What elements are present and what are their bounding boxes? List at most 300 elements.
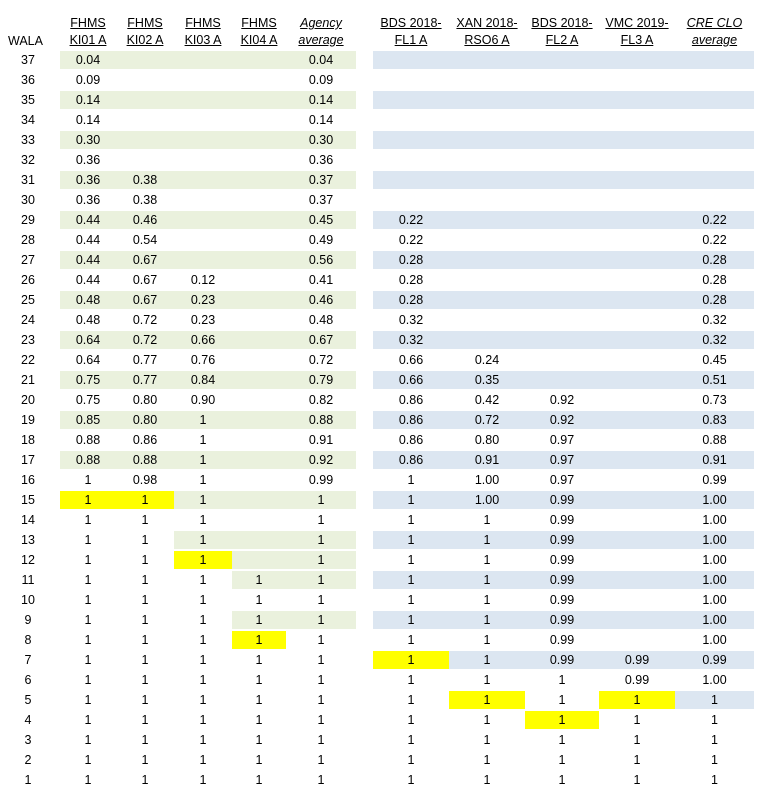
header-fhms-ki01 [60, 15, 116, 49]
clo-value-cell [449, 111, 525, 129]
table-row [0, 490, 761, 510]
clo-value-cell [449, 151, 525, 169]
clo-value-cell: 0.99 [549, 613, 575, 627]
fhms-value-cell [232, 371, 286, 389]
agency-average-cell: 0.72 [308, 353, 334, 367]
clo-value-cell: 1 [407, 573, 415, 587]
fhms-value-cell: 1 [141, 753, 149, 767]
fhms-value-cell [232, 111, 286, 129]
fhms-value-cell: 0.38 [132, 173, 158, 187]
clo-value-cell [599, 131, 675, 149]
clo-value-cell: 0.99 [624, 653, 650, 667]
clo-value-cell: 1 [407, 613, 415, 627]
wala-value: 30 [21, 193, 35, 207]
fhms-value-cell [232, 331, 286, 349]
clo-value-cell: 1 [483, 613, 491, 627]
agency-average-cell: 1 [317, 673, 325, 687]
fhms-value-cell: 1 [141, 613, 149, 627]
fhms-value-cell: 1 [199, 493, 207, 507]
agency-average-cell: 0.14 [308, 113, 334, 127]
fhms-value-cell: 1 [84, 773, 92, 787]
table-row [0, 270, 761, 290]
fhms-value-cell [232, 431, 286, 449]
clo-value-cell: 1 [407, 773, 415, 787]
fhms-value-cell [116, 51, 174, 69]
fhms-value-cell: 0.36 [75, 173, 101, 187]
agency-average-cell: 0.92 [308, 453, 334, 467]
clo-value-cell: 0.72 [474, 413, 500, 427]
fhms-value-cell: 1 [255, 653, 263, 667]
wala-value: 33 [21, 133, 35, 147]
fhms-value-cell: 0.72 [132, 313, 158, 327]
clo-value-cell: 0.86 [398, 413, 424, 427]
fhms-value-cell: 0.80 [132, 413, 158, 427]
fhms-value-cell: 0.75 [75, 373, 101, 387]
fhms-value-cell [116, 131, 174, 149]
cre-clo-average-cell: 1.00 [702, 593, 727, 607]
fhms-value-cell: 1 [141, 533, 149, 547]
fhms-value-cell: 0.12 [190, 273, 216, 287]
wala-value: 13 [21, 533, 35, 547]
clo-value-cell: 1 [407, 733, 415, 747]
agency-average-cell: 0.49 [308, 233, 334, 247]
table-row [0, 590, 761, 610]
header-line1: BDS 2018- [380, 16, 442, 30]
clo-value-cell [599, 211, 675, 229]
fhms-value-cell: 0.44 [75, 213, 101, 227]
clo-value-cell: 0.28 [398, 253, 424, 267]
clo-value-cell: 1 [483, 573, 491, 587]
fhms-value-cell: 1 [60, 491, 116, 509]
fhms-value-cell [232, 231, 286, 249]
table-row [0, 570, 761, 590]
wala-value: 20 [21, 393, 35, 407]
cre-clo-average-cell [675, 151, 754, 169]
agency-average-cell: 1 [317, 773, 325, 787]
fhms-value-cell [232, 71, 286, 89]
agency-average-cell: 0.56 [308, 253, 334, 267]
fhms-value-cell [232, 291, 286, 309]
wala-value: 24 [21, 313, 35, 327]
fhms-value-cell: 1 [141, 653, 149, 667]
cre-clo-average-cell: 0.32 [702, 313, 727, 327]
header-line2: FL3 A [620, 33, 654, 47]
fhms-value-cell [174, 131, 232, 149]
clo-value-cell: 1.00 [474, 493, 500, 507]
fhms-value-cell: 1 [199, 573, 207, 587]
cre-clo-average-cell: 0.45 [702, 353, 727, 367]
clo-value-cell [599, 431, 675, 449]
clo-value-cell: 1 [407, 693, 415, 707]
fhms-value-cell [232, 391, 286, 409]
fhms-value-cell: 1 [141, 733, 149, 747]
header-line2: KI01 A [69, 33, 107, 47]
clo-value-cell [525, 291, 599, 309]
agency-average-cell: 1 [317, 733, 325, 747]
clo-value-cell [599, 91, 675, 109]
fhms-value-cell: 1 [232, 631, 286, 649]
fhms-value-cell: 1 [255, 593, 263, 607]
wala-value: 4 [24, 713, 32, 727]
fhms-value-cell [174, 51, 232, 69]
clo-value-cell: 1 [407, 493, 415, 507]
fhms-value-cell: 0.30 [75, 133, 101, 147]
fhms-value-cell: 0.23 [190, 293, 216, 307]
cre-clo-average-cell: 1 [711, 773, 718, 787]
cre-clo-average-cell [675, 91, 754, 109]
table-row [0, 470, 761, 490]
fhms-value-cell: 0.88 [75, 433, 101, 447]
clo-value-cell: 0.97 [549, 453, 575, 467]
clo-value-cell: 1 [599, 691, 675, 709]
fhms-value-cell: 1 [84, 573, 92, 587]
fhms-value-cell [232, 51, 286, 69]
fhms-value-cell: 0.75 [75, 393, 101, 407]
cre-clo-average-cell [675, 111, 754, 129]
cre-clo-average-cell: 0.91 [702, 453, 727, 467]
wala-table-body [0, 50, 761, 790]
fhms-value-cell: 0.46 [132, 213, 158, 227]
fhms-value-cell: 1 [141, 693, 149, 707]
clo-value-cell: 1 [449, 691, 525, 709]
table-row [0, 750, 761, 770]
wala-value: 1 [24, 773, 32, 787]
agency-average-cell: 1 [317, 533, 325, 547]
fhms-value-cell [232, 411, 286, 429]
fhms-value-cell: 0.67 [132, 293, 158, 307]
clo-value-cell [373, 111, 449, 129]
clo-value-cell [599, 251, 675, 269]
clo-value-cell [599, 291, 675, 309]
clo-value-cell: 1 [525, 711, 599, 729]
agency-average-cell: 1 [317, 713, 325, 727]
clo-value-cell: 1 [483, 773, 491, 787]
wala-value: 32 [21, 153, 35, 167]
clo-value-cell: 0.28 [398, 273, 424, 287]
table-row [0, 170, 761, 190]
cre-clo-average-cell: 1 [711, 693, 718, 707]
header-fhms-ki02 [116, 15, 174, 49]
fhms-value-cell [232, 531, 286, 549]
cre-clo-average-cell: 0.99 [702, 473, 727, 487]
agency-average-cell: 1 [317, 493, 325, 507]
clo-value-cell [525, 311, 599, 329]
clo-value-cell: 1 [407, 753, 415, 767]
header-cre-clo-average [675, 15, 754, 49]
header-line2: KI03 A [184, 33, 222, 47]
clo-value-cell [599, 471, 675, 489]
table-row [0, 230, 761, 250]
wala-value: 17 [21, 453, 35, 467]
fhms-value-cell [232, 551, 286, 569]
agency-average-cell: 0.14 [308, 93, 334, 107]
fhms-value-cell [232, 131, 286, 149]
clo-value-cell: 0.35 [474, 373, 500, 387]
clo-value-cell [525, 111, 599, 129]
fhms-value-cell [232, 191, 286, 209]
fhms-value-cell [174, 111, 232, 129]
fhms-value-cell [174, 231, 232, 249]
header-fhms-ki04 [232, 15, 286, 49]
clo-value-cell [449, 231, 525, 249]
wala-value: 21 [21, 373, 35, 387]
cre-clo-average-cell: 1.00 [702, 493, 727, 507]
fhms-value-cell [232, 471, 286, 489]
wala-value: 29 [21, 213, 35, 227]
wala-value: 36 [21, 73, 35, 87]
table-row [0, 150, 761, 170]
fhms-value-cell: 1 [84, 653, 92, 667]
clo-value-cell: 0.92 [549, 413, 575, 427]
agency-average-cell: 0.99 [308, 473, 334, 487]
fhms-value-cell: 1 [255, 713, 263, 727]
clo-value-cell [525, 251, 599, 269]
clo-value-cell [599, 411, 675, 429]
clo-value-cell: 1 [483, 753, 491, 767]
fhms-value-cell: 1 [199, 613, 207, 627]
agency-average-cell: 1 [317, 633, 325, 647]
clo-value-cell [373, 171, 449, 189]
fhms-value-cell: 1 [141, 593, 149, 607]
clo-value-cell: 1 [373, 651, 449, 669]
clo-value-cell [449, 131, 525, 149]
fhms-value-cell: 1 [141, 673, 149, 687]
fhms-value-cell: 1 [199, 693, 207, 707]
clo-value-cell: 1 [483, 553, 491, 567]
clo-value-cell [449, 291, 525, 309]
fhms-value-cell: 1 [199, 733, 207, 747]
cre-clo-average-cell: 0.22 [702, 233, 727, 247]
fhms-value-cell: 0.72 [132, 333, 158, 347]
table-row [0, 430, 761, 450]
fhms-value-cell: 1 [199, 593, 207, 607]
fhms-value-cell: 0.77 [132, 373, 158, 387]
fhms-value-cell: 0.44 [75, 273, 101, 287]
wala-value: 18 [21, 433, 35, 447]
fhms-value-cell [174, 191, 232, 209]
clo-value-cell: 0.99 [549, 593, 575, 607]
fhms-value-cell [174, 71, 232, 89]
clo-value-cell [525, 131, 599, 149]
fhms-value-cell: 0.44 [75, 233, 101, 247]
table-row [0, 450, 761, 470]
fhms-value-cell: 1 [199, 513, 207, 527]
wala-value: 28 [21, 233, 35, 247]
table-row [0, 610, 761, 630]
agency-average-cell: 0.88 [308, 413, 334, 427]
table-row [0, 510, 761, 530]
fhms-value-cell [116, 151, 174, 169]
fhms-value-cell: 1 [84, 593, 92, 607]
header-line1: FHMS [185, 16, 221, 30]
clo-value-cell: 0.99 [624, 673, 650, 687]
clo-value-cell: 0.22 [398, 233, 424, 247]
fhms-value-cell: 0.48 [75, 313, 101, 327]
fhms-value-cell: 1 [255, 613, 263, 627]
clo-value-cell [599, 111, 675, 129]
cre-clo-average-cell: 1.00 [702, 573, 727, 587]
cre-clo-average-cell: 0.83 [702, 413, 727, 427]
fhms-value-cell: 0.14 [75, 93, 101, 107]
clo-value-cell: 0.86 [398, 453, 424, 467]
wala-value: 6 [24, 673, 32, 687]
fhms-value-cell: 0.64 [75, 333, 101, 347]
header-bds-2018-fl2 [525, 15, 599, 49]
agency-average-cell: 1 [317, 573, 325, 587]
header-line2: average [298, 33, 344, 47]
clo-value-cell [449, 51, 525, 69]
table-row [0, 530, 761, 550]
clo-value-cell: 1 [483, 533, 491, 547]
wala-value: 7 [24, 653, 32, 667]
clo-value-cell [525, 91, 599, 109]
clo-value-cell [599, 451, 675, 469]
clo-value-cell: 1 [483, 633, 491, 647]
fhms-value-cell [232, 151, 286, 169]
clo-value-cell: 1 [407, 633, 415, 647]
cre-clo-average-cell: 1.00 [702, 553, 727, 567]
header-fhms-ki03 [174, 15, 232, 49]
clo-value-cell: 1 [483, 673, 491, 687]
fhms-value-cell: 1 [84, 473, 92, 487]
agency-average-cell: 0.67 [308, 333, 334, 347]
agency-average-cell: 1 [317, 753, 325, 767]
fhms-value-cell: 1 [84, 533, 92, 547]
clo-value-cell [525, 71, 599, 89]
clo-value-cell: 0.42 [474, 393, 500, 407]
wala-value: 9 [24, 613, 32, 627]
wala-value: 3 [24, 733, 32, 747]
cre-clo-average-cell [675, 51, 754, 69]
table-row [0, 50, 761, 70]
fhms-value-cell [116, 91, 174, 109]
clo-value-cell [373, 91, 449, 109]
fhms-value-cell: 1 [255, 753, 263, 767]
clo-value-cell [599, 351, 675, 369]
cre-clo-average-cell: 0.28 [702, 293, 727, 307]
agency-average-cell: 0.04 [308, 53, 334, 67]
fhms-value-cell [174, 171, 232, 189]
fhms-value-cell: 1 [141, 553, 149, 567]
clo-value-cell: 1 [407, 473, 415, 487]
agency-average-cell: 0.48 [308, 313, 334, 327]
fhms-value-cell: 1 [199, 713, 207, 727]
fhms-value-cell: 1 [141, 773, 149, 787]
clo-value-cell: 1 [483, 653, 491, 667]
clo-value-cell: 0.66 [398, 353, 424, 367]
cre-clo-average-cell: 0.28 [702, 273, 727, 287]
header-line1: CRE CLO [686, 16, 743, 30]
fhms-value-cell: 0.90 [190, 393, 216, 407]
fhms-value-cell: 1 [255, 573, 263, 587]
fhms-value-cell: 1 [141, 513, 149, 527]
cre-clo-average-cell: 0.32 [702, 333, 727, 347]
fhms-value-cell: 0.86 [132, 433, 158, 447]
fhms-value-cell [232, 171, 286, 189]
agency-average-cell: 0.09 [308, 73, 334, 87]
fhms-value-cell: 0.88 [132, 453, 158, 467]
clo-value-cell [599, 151, 675, 169]
table-row [0, 90, 761, 110]
clo-value-cell: 0.97 [549, 433, 575, 447]
table-row [0, 210, 761, 230]
clo-value-cell [525, 171, 599, 189]
agency-average-cell: 1 [317, 553, 325, 567]
header-line2: KI04 A [240, 33, 278, 47]
cre-clo-average-cell: 1 [711, 753, 718, 767]
clo-value-cell [449, 191, 525, 209]
cre-clo-average-cell: 0.73 [702, 393, 727, 407]
clo-value-cell [525, 191, 599, 209]
clo-value-cell [599, 611, 675, 629]
clo-value-cell [449, 171, 525, 189]
fhms-value-cell: 1 [84, 733, 92, 747]
clo-value-cell: 0.91 [474, 453, 500, 467]
header-line2: RSO6 A [464, 33, 510, 47]
clo-value-cell: 0.99 [549, 553, 575, 567]
fhms-value-cell: 1 [199, 753, 207, 767]
clo-value-cell [449, 271, 525, 289]
clo-value-cell: 1 [483, 513, 491, 527]
fhms-value-cell [174, 151, 232, 169]
clo-value-cell: 0.99 [549, 533, 575, 547]
clo-value-cell: 0.86 [398, 433, 424, 447]
wala-value: 5 [24, 693, 32, 707]
clo-value-cell [449, 251, 525, 269]
table-row [0, 330, 761, 350]
fhms-value-cell: 1 [84, 673, 92, 687]
wala-value: 8 [24, 633, 32, 647]
fhms-value-cell: 0.84 [190, 373, 216, 387]
table-row [0, 650, 761, 670]
clo-value-cell [599, 311, 675, 329]
clo-value-cell: 1 [558, 673, 566, 687]
clo-value-cell [599, 391, 675, 409]
cre-clo-average-cell: 1 [711, 733, 718, 747]
agency-average-cell: 1 [317, 513, 325, 527]
fhms-value-cell: 1 [84, 513, 92, 527]
clo-value-cell [449, 71, 525, 89]
fhms-value-cell: 1 [141, 713, 149, 727]
fhms-value-cell: 0.36 [75, 193, 101, 207]
clo-value-cell [599, 271, 675, 289]
fhms-value-cell: 1 [84, 713, 92, 727]
fhms-value-cell: 1 [255, 773, 263, 787]
fhms-value-cell [232, 251, 286, 269]
fhms-value-cell: 0.76 [190, 353, 216, 367]
wala-value: 34 [21, 113, 35, 127]
clo-value-cell [525, 211, 599, 229]
cre-clo-average-cell: 0.99 [702, 653, 727, 667]
fhms-value-cell: 0.23 [190, 313, 216, 327]
cre-clo-average-cell: 1.00 [702, 613, 727, 627]
fhms-value-cell [232, 451, 286, 469]
cre-clo-average-cell: 1.00 [702, 513, 727, 527]
clo-value-cell: 1 [633, 713, 641, 727]
clo-value-cell [599, 331, 675, 349]
table-row [0, 690, 761, 710]
clo-value-cell [599, 71, 675, 89]
table-row [0, 370, 761, 390]
fhms-value-cell: 1 [141, 573, 149, 587]
wala-value: 22 [21, 353, 35, 367]
header-line1: Agency [300, 16, 342, 30]
header-line1: FHMS [127, 16, 163, 30]
cre-clo-average-cell [675, 71, 754, 89]
fhms-value-cell [232, 511, 286, 529]
fhms-value-cell: 1 [84, 613, 92, 627]
header-line2: average [691, 33, 738, 47]
